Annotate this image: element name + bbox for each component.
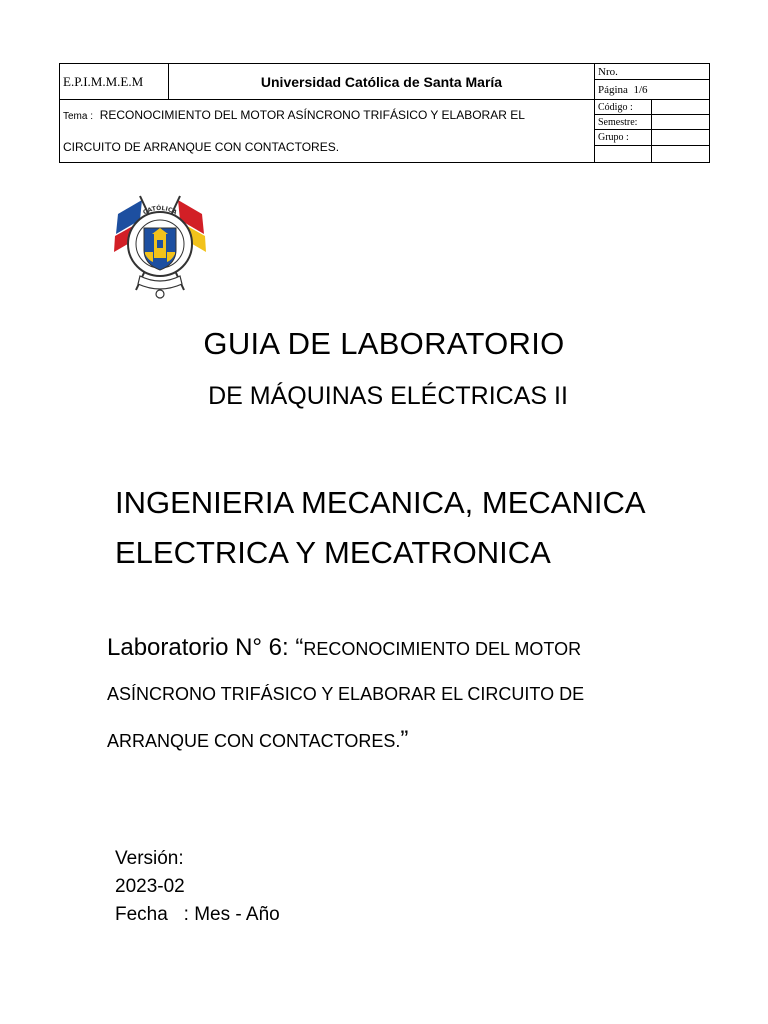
codigo-label: Código : bbox=[595, 100, 652, 115]
tema-cell bbox=[60, 100, 595, 163]
university-crest-logo bbox=[110, 190, 210, 302]
lab-close-quote: ” bbox=[400, 726, 409, 753]
lab-text-line2: ASÍNCRONO TRIFÁSICO Y ELABORAR EL CIRCUITO DE bbox=[107, 684, 585, 704]
lab-prefix: Laboratorio N° 6: bbox=[107, 634, 296, 661]
tema-line2: CIRCUITO DE ARRANQUE CON CONTACTORES. bbox=[63, 140, 340, 154]
guia-title: GUIA DE LABORATORIO bbox=[203, 326, 565, 361]
lab-text-line3: ARRANQUE CON CONTACTORES. bbox=[107, 731, 401, 751]
codigo-value bbox=[652, 100, 710, 115]
empty-cell-a bbox=[595, 145, 652, 162]
lab-text-line1: RECONOCIMIENTO DEL MOTOR bbox=[303, 639, 582, 659]
carrera-title bbox=[115, 478, 735, 578]
lab-line1 bbox=[107, 628, 707, 674]
crest-top-text: CATÓLICA bbox=[141, 204, 178, 217]
pagina-value: 1/6 bbox=[633, 83, 648, 96]
laboratorio-title bbox=[107, 628, 707, 766]
ribbon-icon bbox=[138, 276, 182, 289]
grupo-value bbox=[652, 130, 710, 145]
grupo-label: Grupo : bbox=[595, 130, 652, 145]
semestre-value bbox=[652, 115, 710, 130]
nro-label: Nro. bbox=[595, 64, 710, 80]
semestre-label: Semestre: bbox=[595, 115, 652, 130]
fecha-line: Fecha : Mes - Año bbox=[115, 904, 280, 925]
pagina-cell: Página 1/6 bbox=[595, 80, 710, 100]
lab-line3 bbox=[107, 720, 707, 766]
version-block bbox=[115, 845, 280, 929]
version-value: 2023-02 bbox=[115, 876, 185, 897]
header-table bbox=[59, 63, 710, 163]
tema-line1: RECONOCIMIENTO DEL MOTOR ASÍNCRONO TRIFÁSICO Y ELABORAR EL bbox=[99, 108, 525, 122]
carrera-line2: ELECTRICA Y MECATRONICA bbox=[115, 535, 551, 570]
empty-cell-b bbox=[652, 145, 710, 162]
carrera-line1: INGENIERIA MECANICA, MECANICA bbox=[115, 485, 646, 520]
university-name: Universidad Católica de Santa María bbox=[169, 64, 595, 100]
lab-open-quote: “ bbox=[295, 634, 304, 661]
lab-line2 bbox=[107, 674, 707, 720]
maquinas-subtitle: DE MÁQUINAS ELÉCTRICAS II bbox=[208, 382, 568, 410]
version-label: Versión: bbox=[115, 848, 184, 869]
school-code: E.P.I.M.M.E.M bbox=[60, 64, 169, 100]
tema-label: Tema : bbox=[63, 111, 94, 122]
